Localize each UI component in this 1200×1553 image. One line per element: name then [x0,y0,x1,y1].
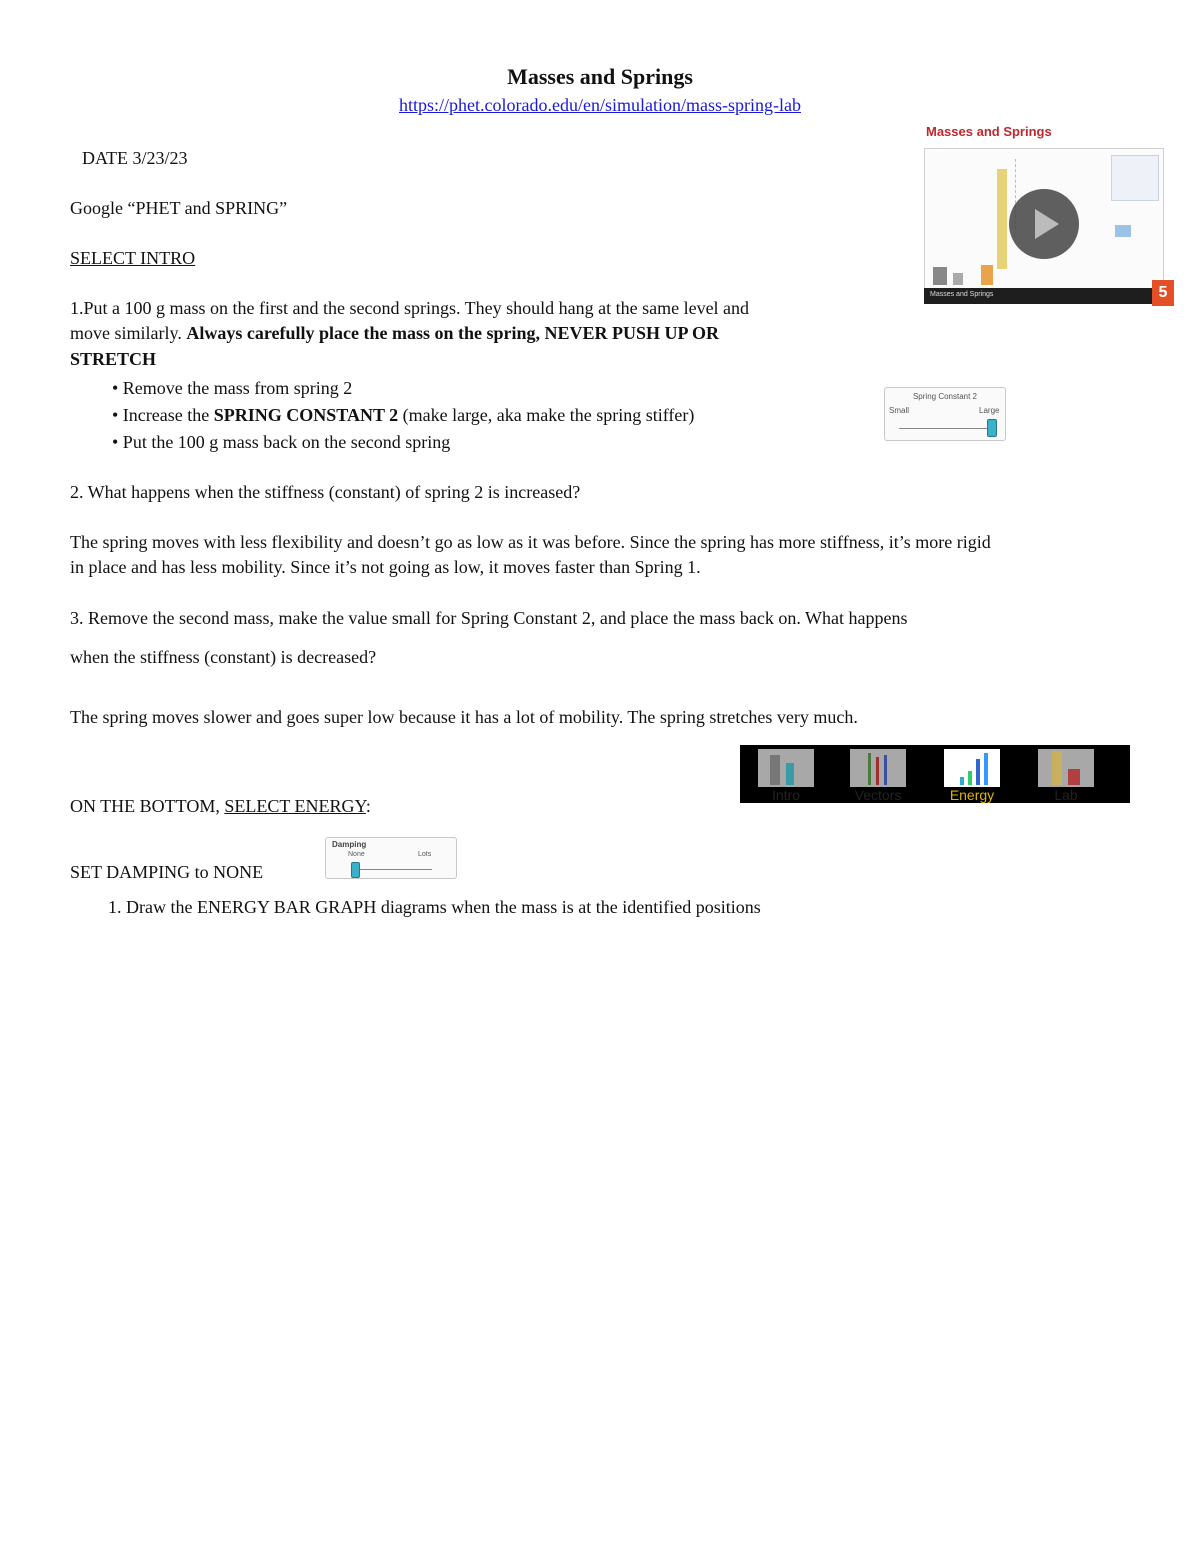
q1-warning: Always carefully place the mass on the spring, NEVER PUSH UP OR [186,323,720,343]
q2-answer-line2: in place and has less mobility. Since it’s not going as low, it moves faster than Spring 1. [70,557,701,577]
tab-intro-icon[interactable] [758,749,814,787]
bullet-text: • Put the 100 g mass back on the second spring [112,432,451,452]
tab-lab[interactable]: Lab [1054,787,1078,803]
simulation-preview [924,148,1164,290]
tab-intro[interactable]: Intro [771,787,800,803]
damping-instruction: SET DAMPING to NONE [70,862,264,882]
q1-line2 [70,322,719,344]
bullet-item [112,404,694,426]
select-energy-heading: SELECT ENERGY [224,796,366,816]
q1-line1: 1.Put a 100 g mass on the first and the second springs. They should hang at the same level and [70,298,750,318]
screen-tab-bar [740,745,1130,803]
mass-block [981,265,993,285]
q3-answer: The spring moves slower and goes super low because it has a lot of mobility. The spring stretches very much. [70,707,858,727]
draw-instruction: 1. Draw the ENERGY BAR GRAPH diagrams when the mass is at the identified positions [108,897,761,917]
simulation-link[interactable]: https://phet.colorado.edu/en/simulation/mass-spring-lab [399,95,801,115]
q1-line2-plain: move similarly. [70,323,187,343]
energy-instruction-post: : [365,796,371,816]
ruler [997,169,1007,269]
spring-constant-slider[interactable] [884,387,1006,441]
slider-title: Spring Constant 2 [912,392,978,401]
slider-thumb[interactable] [987,419,997,437]
energy-instruction [70,795,371,817]
bullet-item [112,377,352,399]
damping-track [352,869,432,870]
tab-energy-icon[interactable] [944,749,1000,787]
html5-badge: 5 [1158,284,1168,301]
bullet-text: • Remove the mass from spring 2 [112,378,353,398]
damping-min-label: None [348,851,365,858]
damping-thumb[interactable] [351,862,360,878]
q2-question: 2. What happens when the stiffness (constant) of spring 2 is increased? [70,482,581,502]
tab-vectors[interactable]: Vectors [854,787,902,803]
q2-answer-line1: The spring moves with less flexibility and doesn’t go as low as it was before. Since the spring has more stiffness, it’s more rigid [70,532,991,552]
damping-max-label: Lots [418,851,432,858]
google-instruction: Google “PHET and SPRING” [70,198,288,218]
tab-vectors-icon[interactable] [850,749,906,787]
bullet-text-post: (make large, aka make the spring stiffer) [398,405,695,425]
q1-warning-cont: STRETCH [70,349,157,369]
thumbnail-caption: Masses and Springs [930,291,994,298]
side-panel [1111,155,1159,201]
bullet-text: • Increase the [112,405,214,425]
q3-question-line2: when the stiffness (constant) is decreased? [70,647,377,667]
mass-block [953,273,963,285]
thumbnail-title: Masses and Springs [926,124,1052,139]
tab-energy[interactable]: Energy [949,787,995,803]
video-taskbar [924,288,1152,304]
video-thumbnail[interactable] [924,122,1176,308]
panel-button [1115,225,1131,237]
q3-question-line1: 3. Remove the second mass, make the value small for Spring Constant 2, and place the mass back on. What happens [70,608,908,628]
html5-icon [1152,280,1174,306]
bullet-item [112,431,450,453]
damping-title: Damping [332,840,367,849]
slider-track [899,428,991,429]
energy-instruction-pre: ON THE BOTTOM, [70,796,225,816]
damping-slider[interactable] [325,837,457,879]
slider-min-label: Small [889,406,910,415]
select-intro-heading: SELECT INTRO [70,248,196,268]
date-line: DATE 3/23/23 [82,148,188,168]
page-title: Masses and Springs [507,64,693,89]
play-icon[interactable] [1009,189,1079,259]
tab-lab-icon[interactable] [1038,749,1094,787]
slider-max-label: Large [979,406,1000,415]
bullet-bold: SPRING CONSTANT 2 [213,405,399,425]
mass-block [933,267,947,285]
